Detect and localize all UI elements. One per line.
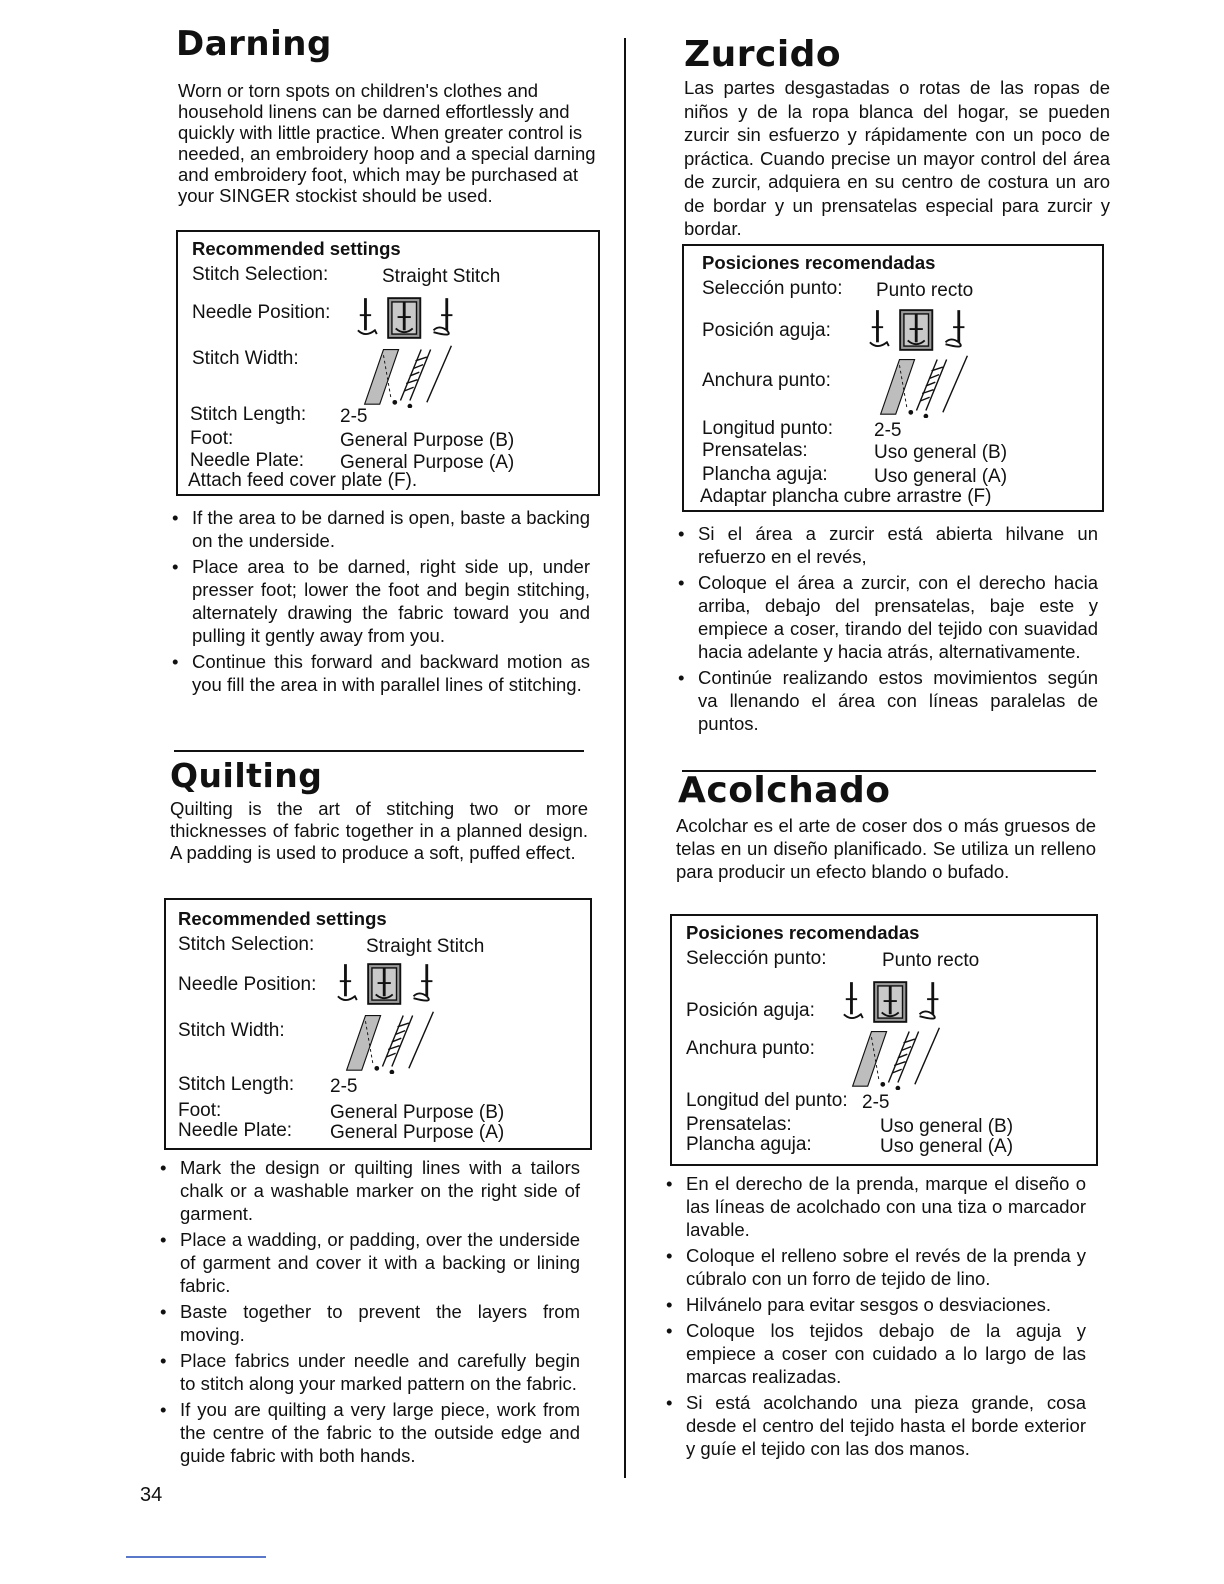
stitch-selection-label: Stitch Selection:	[192, 264, 329, 285]
stitch-width-icon	[338, 1008, 442, 1074]
zurcido-intro: Las partes desgastadas o rotas de las ropas de niños y de la ropa blanca del hogar, se pueden zurcir sin esfuerzo y rápidamente con un poco de práctica. Cuando precise un mayor control del área de zurcir, adquiera en su centro de costura un aro de bordar y un prensatelas especial para zurcir y bordar.	[684, 77, 1110, 239]
page-number: 34	[140, 1484, 163, 1506]
foot-value: General Purpose (B)	[340, 430, 515, 451]
stitch-selection-label: Stitch Selection:	[178, 934, 315, 955]
foot-value: Uso general (B)	[874, 442, 1008, 463]
darning-settings-title: Recommended settings	[192, 238, 401, 259]
list-item: • Hilvánelo para evitar sesgos o desviaciones.	[664, 1293, 1086, 1316]
attach-note: Attach feed cover plate (F).	[188, 470, 418, 491]
zurcido-settings-title: Posiciones recomendadas	[702, 252, 936, 273]
zurcido-title: Zurcido	[684, 34, 842, 75]
stitch-length-value: 2-5	[340, 406, 368, 427]
stitch-width-icon	[872, 352, 976, 418]
stitch-length-value: 2-5	[862, 1092, 890, 1113]
needle-position-icon	[842, 980, 946, 1024]
stitch-width-label: Anchura punto:	[702, 370, 831, 391]
needle-plate-label: Needle Plate:	[190, 450, 305, 471]
stitch-width-label: Stitch Width:	[192, 348, 299, 369]
needle-plate-value: General Purpose (A)	[340, 452, 515, 473]
list-item: • Si el área a zurcir está abierta hilvane un refuerzo en el revés,	[676, 522, 1098, 568]
list-item: • If you are quilting a very large piece, work from the centre of the fabric to the outside edge and guide fabric with both hands.	[158, 1398, 580, 1467]
needle-position-label: Needle Position:	[178, 974, 317, 995]
needle-plate-label: Plancha aguja:	[686, 1134, 812, 1155]
acolchado-title: Acolchado	[678, 770, 891, 811]
acolchado-intro: Acolchar es el arte de coser dos o más gruesos de telas en un diseño planificado. Se utiliza un relleno para producir un efecto blando o bufado.	[676, 815, 1096, 882]
foot-label: Foot:	[178, 1100, 222, 1121]
foot-value: Uso general (B)	[880, 1116, 1014, 1137]
stitch-width-icon	[844, 1024, 948, 1090]
acolchado-settings-box	[670, 914, 1098, 1166]
list-item: • Place a wadding, or padding, over the underside of garment and cover it with a backing or lining fabric.	[158, 1228, 580, 1297]
needle-plate-value: General Purpose (A)	[330, 1122, 505, 1143]
zurcido-steps	[676, 522, 1098, 738]
quilting-intro: Quilting is the art of stitching two or more thicknesses of fabric together in a planned design. A padding is used to produce a soft, puffed effect.	[170, 798, 588, 863]
stitch-length-label: Longitud punto:	[702, 418, 834, 439]
list-item: • Continue this forward and backward motion as you fill the area in with parallel lines of stitching.	[170, 650, 590, 696]
acolchado-settings-title: Posiciones recomendadas	[686, 922, 920, 943]
stitch-length-label: Stitch Length:	[190, 404, 307, 425]
foot-value: General Purpose (B)	[330, 1102, 505, 1123]
darning-steps	[170, 506, 590, 699]
list-item: • Place area to be darned, right side up, under presser foot; lower the foot and begin stitching, alternately drawing the fabric toward you and pulling it gently away from you.	[170, 555, 590, 647]
stitch-length-label: Stitch Length:	[178, 1074, 295, 1095]
list-item: • Continúe realizando estos movimientos según va llenando el área con líneas paralelas de puntos.	[676, 666, 1098, 735]
stitch-selection-label: Selección punto:	[686, 948, 827, 969]
list-item: • If the area to be darned is open, baste a backing on the underside.	[170, 506, 590, 552]
stitch-selection-label: Selección punto:	[702, 278, 843, 299]
stitch-length-value: 2-5	[874, 420, 902, 441]
list-item: • Coloque el relleno sobre el revés de la prenda y cúbralo con un forro de tejido de lino.	[664, 1244, 1086, 1290]
stitch-selection-value: Punto recto	[882, 950, 980, 971]
foot-label: Prensatelas:	[686, 1114, 792, 1135]
needle-position-label: Posición aguja:	[686, 1000, 815, 1021]
quilting-steps	[158, 1156, 580, 1470]
list-item: • Coloque los tejidos debajo de la aguja y empiece a coser con cuidado a lo largo de las marcas realizadas.	[664, 1319, 1086, 1388]
list-item: • En el derecho de la prenda, marque el diseño o las líneas de acolchado con una tiza o marcador lavable.	[664, 1172, 1086, 1241]
needle-plate-value: Uso general (A)	[880, 1136, 1014, 1157]
section-divider	[174, 750, 584, 752]
stitch-width-label: Anchura punto:	[686, 1038, 815, 1059]
stitch-selection-value: Punto recto	[876, 280, 974, 301]
quilting-settings-box	[164, 898, 592, 1150]
stitch-selection-value: Straight Stitch	[382, 266, 501, 287]
needle-plate-value: Uso general (A)	[874, 466, 1008, 487]
stitch-width-icon	[356, 342, 460, 408]
zurcido-settings-box	[682, 244, 1104, 512]
needle-position-icon	[868, 308, 972, 352]
foot-label: Prensatelas:	[702, 440, 808, 461]
stitch-selection-value: Straight Stitch	[366, 936, 485, 957]
needle-position-icon	[356, 296, 460, 340]
foot-label: Foot:	[190, 428, 234, 449]
darning-title: Darning	[176, 24, 332, 64]
list-item: • Place fabrics under needle and carefully begin to stitch along your marked pattern on the fabric.	[158, 1349, 580, 1395]
list-item: • Baste together to prevent the layers from moving.	[158, 1300, 580, 1346]
list-item: • Coloque el área a zurcir, con el derecho hacia arriba, debajo del prensatelas, baje este y empiece a coser, tirando del tejido con suavidad hacia adelante y hacia atrás, alternativamente.	[676, 571, 1098, 663]
darning-settings-box	[176, 230, 600, 496]
needle-plate-label: Plancha aguja:	[702, 464, 828, 485]
stitch-length-label: Longitud del punto:	[686, 1090, 848, 1111]
quilting-title: Quilting	[170, 756, 323, 795]
stitch-length-value: 2-5	[330, 1076, 358, 1097]
list-item: • Si está acolchando una pieza grande, cosa desde el centro del tejido hasta el borde exterior y guíe el tejido con las dos manos.	[664, 1391, 1086, 1460]
attach-note: Adaptar plancha cubre arrastre (F)	[700, 486, 992, 507]
acolchado-steps	[664, 1172, 1086, 1463]
needle-position-label: Posición aguja:	[702, 320, 831, 341]
column-divider	[624, 38, 626, 1478]
list-item: • Mark the design or quilting lines with a tailors chalk or a washable marker on the right side of garment.	[158, 1156, 580, 1225]
darning-intro: Worn or torn spots on children's clothes and household linens can be darned effortlessly and quickly with little practice. When greater control is needed, an embroidery hoop and a special darning and embroidery foot, which may be purchased at your SINGER stockist should be used.	[178, 80, 596, 206]
footer-line	[126, 1556, 266, 1558]
needle-position-label: Needle Position:	[192, 302, 331, 323]
needle-plate-label: Needle Plate:	[178, 1120, 293, 1141]
stitch-width-label: Stitch Width:	[178, 1020, 285, 1041]
needle-position-icon	[336, 962, 440, 1006]
quilting-settings-title: Recommended settings	[178, 908, 387, 929]
